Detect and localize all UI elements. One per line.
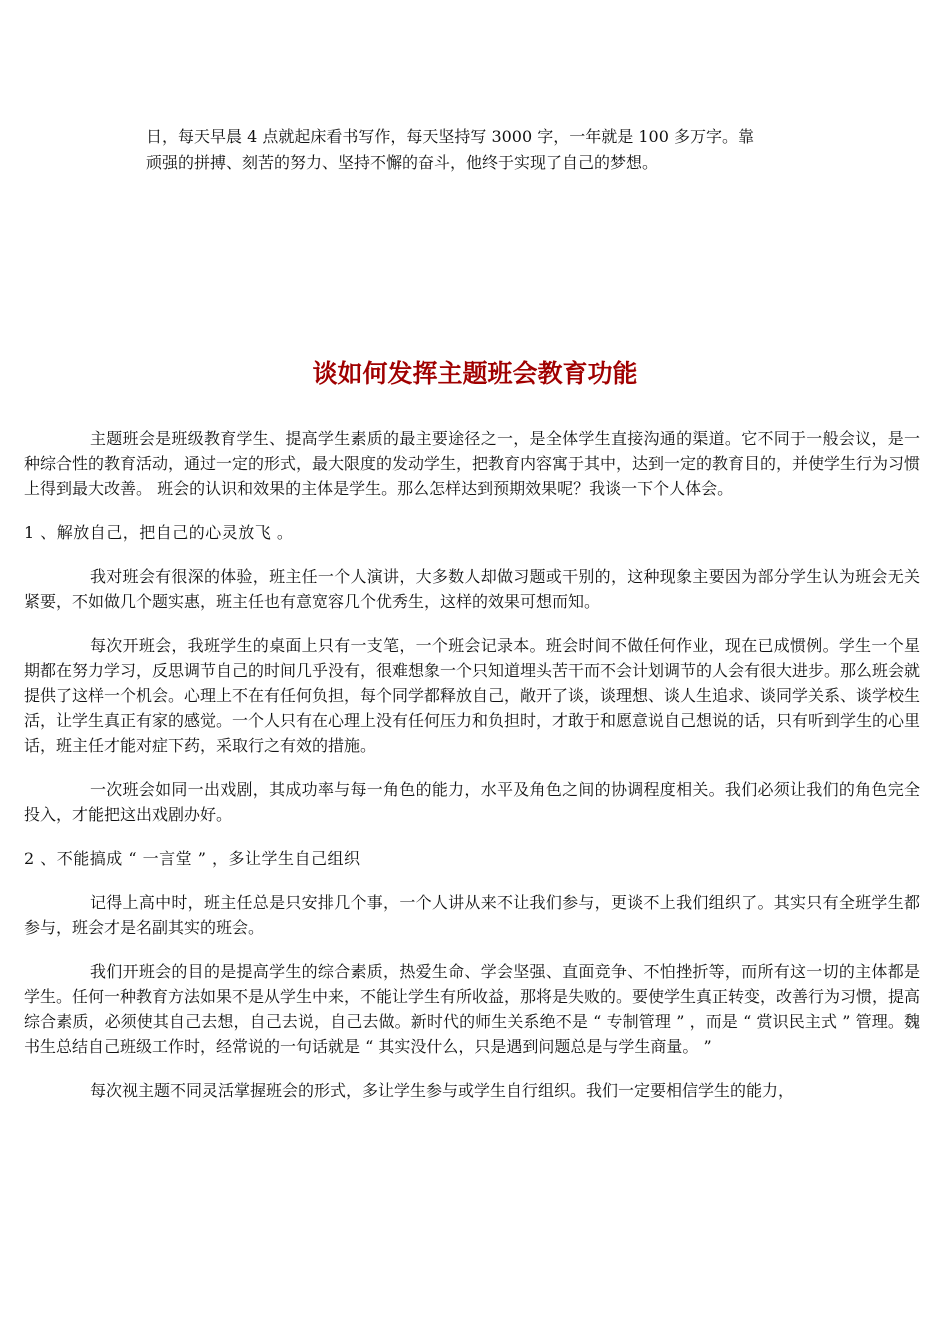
body-paragraph: 每次视主题不同灵活掌握班会的形式，多让学生参与或学生自行组织。我们一定要相信学生的能力， (90, 1081, 795, 1100)
body-paragraph: 主题班会是班级教育学生、提高学生素质的最主要途径之一，是全体学生直接沟通的渠道。它不同于一般会议，是一种综合性的教育活动，通过一定的形式，最大限度的发动学生，把教育内容寓于其中，达到一定的教育目的，并使学生行为习惯上得到最大改善。 班会的认识和效果的主体是学生。那么怎样达到预期效果呢？我谈一下个人体会。 (24, 429, 921, 498)
intro-paragraph-continuation (146, 124, 846, 176)
body-paragraph: 每次开班会，我班学生的桌面上只有一支笔，一个班会记录本。班会时间不做任何作业，现在已成惯例。学生一个星期都在努力学习，反思调节自己的时间几乎没有，很难想象一个只知道埋头苦干而不会计划调节的人会有很大进步。那么班会就提供了这样一个机会。心理上不在有任何负担，每个同学都释放自己，敞开了谈，谈理想、谈人生追求、谈同学关系、谈学校生活，让学生真正有家的感觉。一个人只有在心理上没有任何压力和负担时，才敢于和愿意说自己想说的话，只有听到学生的心里话，班主任才能对症下药，采取行之有效的措施。 (24, 636, 921, 755)
intro-line: 顽强的拼搏、刻苦的努力、坚持不懈的奋斗，他终于实现了自己的梦想。 (146, 153, 659, 172)
section-heading: 1 、解放自己，把自己的心灵放飞 。 (24, 523, 294, 542)
article-body (24, 426, 920, 1103)
body-paragraph: 一次班会如同一出戏剧，其成功率与每一角色的能力，水平及角色之间的协调程度相关。我们必须让我们的角色完全投入，才能把这出戏剧办好。 (24, 780, 920, 824)
body-paragraph: 记得上高中时，班主任总是只安排几个事，一个人讲从来不让我们参与，更谈不上我们组织了。其实只有全班学生都参与，班会才是名副其实的班会。 (24, 893, 920, 937)
intro-line: 日，每天早晨 4 点就起床看书写作，每天坚持写 3000 字，一年就是 100 多万字。靠 (146, 127, 754, 146)
article-title: 谈如何发挥主题班会教育功能 (312, 359, 638, 388)
body-paragraph: 我们开班会的目的是提高学生的综合素质，热爱生命、学会坚强、直面竞争、不怕挫折等，而所有这一切的主体都是学生。任何一种教育方法如果不是从学生中来，不能让学生有所收益，那将是失败的。要使学生真正转变，改善行为习惯，提高综合素质，必须使其自己去想，自己去说，自己去做。新时代的师生关系绝不是 “ 专制管理 ” ，而是 “ 赏识民主式 ” 管理。魏书生总结自己班级工作时，经常说的一句话就是 “ 其实没什么，只是遇到问题总是与学生商量。 ” (24, 962, 921, 1056)
section-heading: 2 、不能搞成 “ 一言堂 ” ，多让学生自己组织 (24, 849, 361, 868)
body-paragraph: 我对班会有很深的体验，班主任一个人演讲，大多数人却做习题或干别的，这种现象主要因为部分学生认为班会无关紧要，不如做几个题实惠，班主任也有意宽容几个优秀生，这样的效果可想而知。 (24, 567, 920, 611)
